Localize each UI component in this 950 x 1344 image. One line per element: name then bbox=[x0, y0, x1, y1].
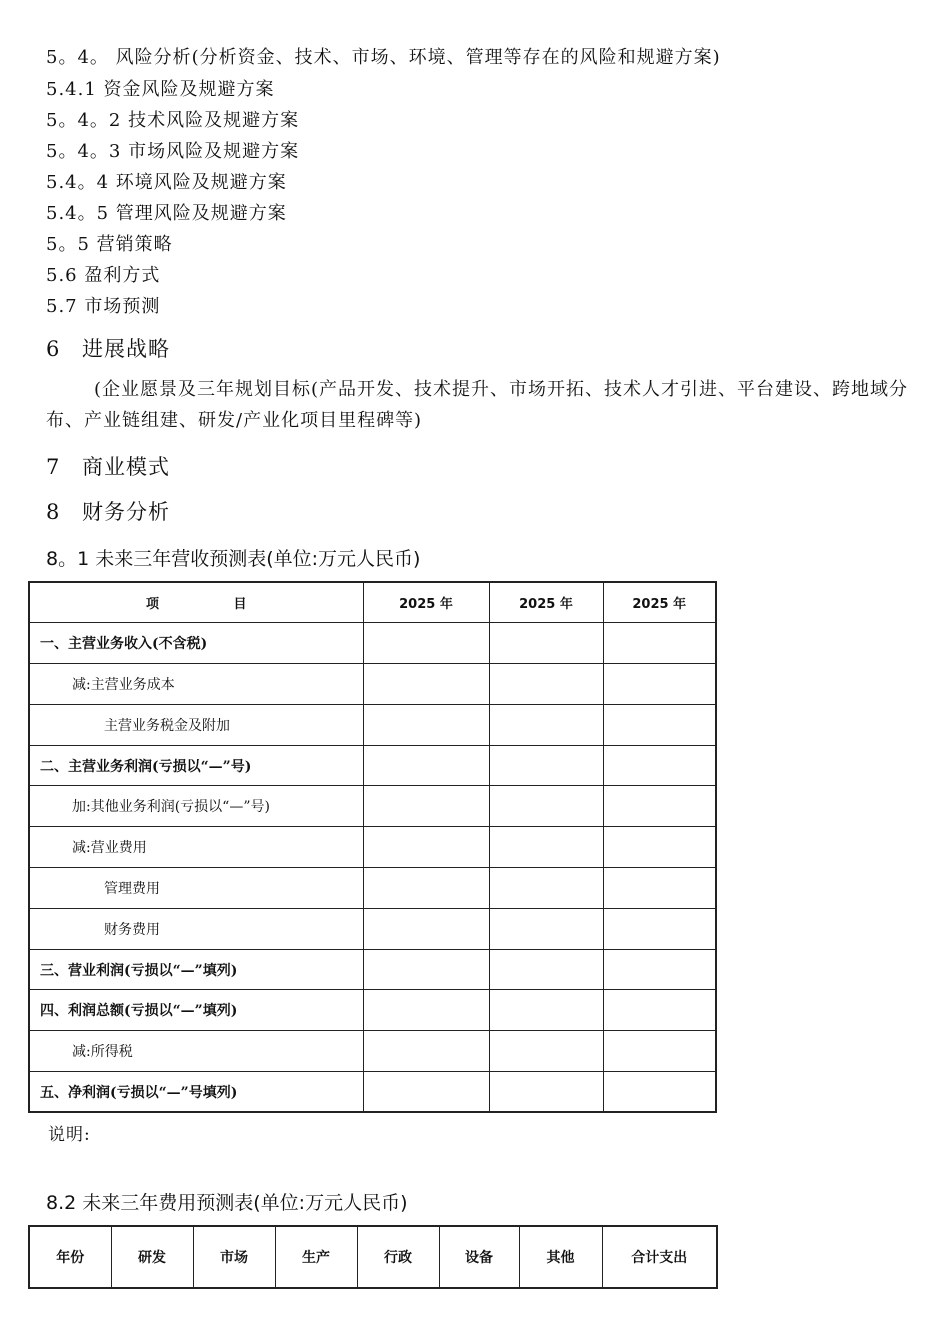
expense-forecast-table bbox=[28, 1225, 718, 1289]
value-cell[interactable] bbox=[603, 990, 716, 1031]
table-row bbox=[29, 664, 716, 705]
row-label: 五、净利润(亏损以“—”号填列) bbox=[29, 1072, 363, 1113]
row-label: 管理费用 bbox=[29, 868, 363, 909]
row-label: 财务费用 bbox=[29, 908, 363, 949]
header-year: 2025 年 bbox=[489, 582, 603, 623]
row-label: 三、营业利润(亏损以“—”填列) bbox=[29, 949, 363, 990]
value-cell[interactable] bbox=[489, 908, 603, 949]
value-cell[interactable] bbox=[489, 827, 603, 868]
row-label: 一、主营业务收入(不含税) bbox=[29, 623, 363, 664]
section-title: 财务分析 bbox=[82, 500, 170, 524]
section-number: 6 bbox=[46, 337, 61, 361]
value-cell[interactable] bbox=[489, 704, 603, 745]
section-heading-7 bbox=[46, 451, 170, 481]
table-row bbox=[29, 745, 716, 786]
section-heading-6 bbox=[46, 333, 170, 363]
value-cell[interactable] bbox=[489, 786, 603, 827]
table-row bbox=[29, 786, 716, 827]
value-cell[interactable] bbox=[603, 827, 716, 868]
row-label: 减:主营业务成本 bbox=[29, 664, 363, 705]
table-row bbox=[29, 868, 716, 909]
table2-caption: 8.2 未来三年费用预测表(单位:万元人民币) bbox=[46, 1192, 408, 1214]
table-row bbox=[29, 949, 716, 990]
value-cell[interactable] bbox=[363, 827, 489, 868]
value-cell[interactable] bbox=[489, 623, 603, 664]
outline-item: 5.7 市场预测 bbox=[46, 296, 161, 317]
header-admin: 行政 bbox=[357, 1226, 439, 1288]
value-cell[interactable] bbox=[603, 949, 716, 990]
section-number: 7 bbox=[46, 455, 61, 479]
value-cell[interactable] bbox=[363, 990, 489, 1031]
value-cell[interactable] bbox=[603, 1031, 716, 1072]
value-cell[interactable] bbox=[363, 1072, 489, 1113]
value-cell[interactable] bbox=[363, 868, 489, 909]
value-cell[interactable] bbox=[489, 1031, 603, 1072]
header-year: 年份 bbox=[29, 1226, 111, 1288]
value-cell[interactable] bbox=[603, 1072, 716, 1113]
row-label: 减:营业费用 bbox=[29, 827, 363, 868]
table-row bbox=[29, 908, 716, 949]
value-cell[interactable] bbox=[363, 908, 489, 949]
table1-caption: 8。1 未来三年营收预测表(单位:万元人民币) bbox=[46, 548, 421, 570]
row-label: 加:其他业务利润(亏损以“—”号) bbox=[29, 786, 363, 827]
table1-note: 说明: bbox=[48, 1125, 91, 1145]
table-header-row bbox=[29, 1226, 717, 1288]
table-row bbox=[29, 827, 716, 868]
table-row bbox=[29, 1031, 716, 1072]
value-cell[interactable] bbox=[363, 664, 489, 705]
value-cell[interactable] bbox=[603, 704, 716, 745]
row-label: 减:所得税 bbox=[29, 1031, 363, 1072]
section-title: 进展战略 bbox=[82, 337, 170, 361]
header-rnd: 研发 bbox=[111, 1226, 193, 1288]
row-label: 主营业务税金及附加 bbox=[29, 704, 363, 745]
header-marketing: 市场 bbox=[193, 1226, 275, 1288]
header-year: 2025 年 bbox=[603, 582, 716, 623]
value-cell[interactable] bbox=[363, 623, 489, 664]
outline-item: 5。4。 风险分析(分析资金、技术、市场、环境、管理等存在的风险和规避方案) bbox=[46, 47, 721, 68]
outline-item: 5.6 盈利方式 bbox=[46, 265, 161, 286]
value-cell[interactable] bbox=[489, 1072, 603, 1113]
revenue-forecast-table bbox=[28, 581, 717, 1113]
value-cell[interactable] bbox=[489, 745, 603, 786]
outline-item: 5.4。4 环境风险及规避方案 bbox=[46, 172, 287, 193]
value-cell[interactable] bbox=[363, 704, 489, 745]
row-label: 二、主营业务利润(亏损以“—”号) bbox=[29, 745, 363, 786]
value-cell[interactable] bbox=[363, 1031, 489, 1072]
section-6-body: (企业愿景及三年规划目标(产品开发、技术提升、市场开拓、技术人才引进、平台建设、跨地域分布、产业链组建、研发/产业化项目里程碑等) bbox=[46, 379, 909, 431]
table-header-row bbox=[29, 582, 716, 623]
row-label: 四、利润总额(亏损以“—”填列) bbox=[29, 990, 363, 1031]
outline-item: 5.4.1 资金风险及规避方案 bbox=[46, 79, 275, 100]
value-cell[interactable] bbox=[489, 949, 603, 990]
value-cell[interactable] bbox=[603, 868, 716, 909]
value-cell[interactable] bbox=[603, 908, 716, 949]
header-year: 2025 年 bbox=[363, 582, 489, 623]
header-other: 其他 bbox=[519, 1226, 602, 1288]
outline-item: 5。4。2 技术风险及规避方案 bbox=[46, 110, 300, 131]
outline-item: 5。4。3 市场风险及规避方案 bbox=[46, 141, 300, 162]
section-heading-8 bbox=[46, 496, 170, 526]
value-cell[interactable] bbox=[603, 664, 716, 705]
table-row bbox=[29, 623, 716, 664]
header-item: 项 目 bbox=[29, 582, 363, 623]
value-cell[interactable] bbox=[489, 868, 603, 909]
header-total: 合计支出 bbox=[602, 1226, 717, 1288]
value-cell[interactable] bbox=[603, 786, 716, 827]
table-row bbox=[29, 990, 716, 1031]
value-cell[interactable] bbox=[603, 745, 716, 786]
value-cell[interactable] bbox=[363, 786, 489, 827]
table-row bbox=[29, 704, 716, 745]
value-cell[interactable] bbox=[489, 990, 603, 1031]
value-cell[interactable] bbox=[489, 664, 603, 705]
value-cell[interactable] bbox=[603, 623, 716, 664]
outline-item: 5.4。5 管理风险及规避方案 bbox=[46, 203, 287, 224]
outline-item: 5。5 营销策略 bbox=[46, 234, 173, 255]
table-row bbox=[29, 1072, 716, 1113]
section-number: 8 bbox=[46, 500, 61, 524]
value-cell[interactable] bbox=[363, 949, 489, 990]
value-cell[interactable] bbox=[363, 745, 489, 786]
header-production: 生产 bbox=[275, 1226, 357, 1288]
section-title: 商业模式 bbox=[82, 455, 170, 479]
header-equipment: 设备 bbox=[439, 1226, 519, 1288]
